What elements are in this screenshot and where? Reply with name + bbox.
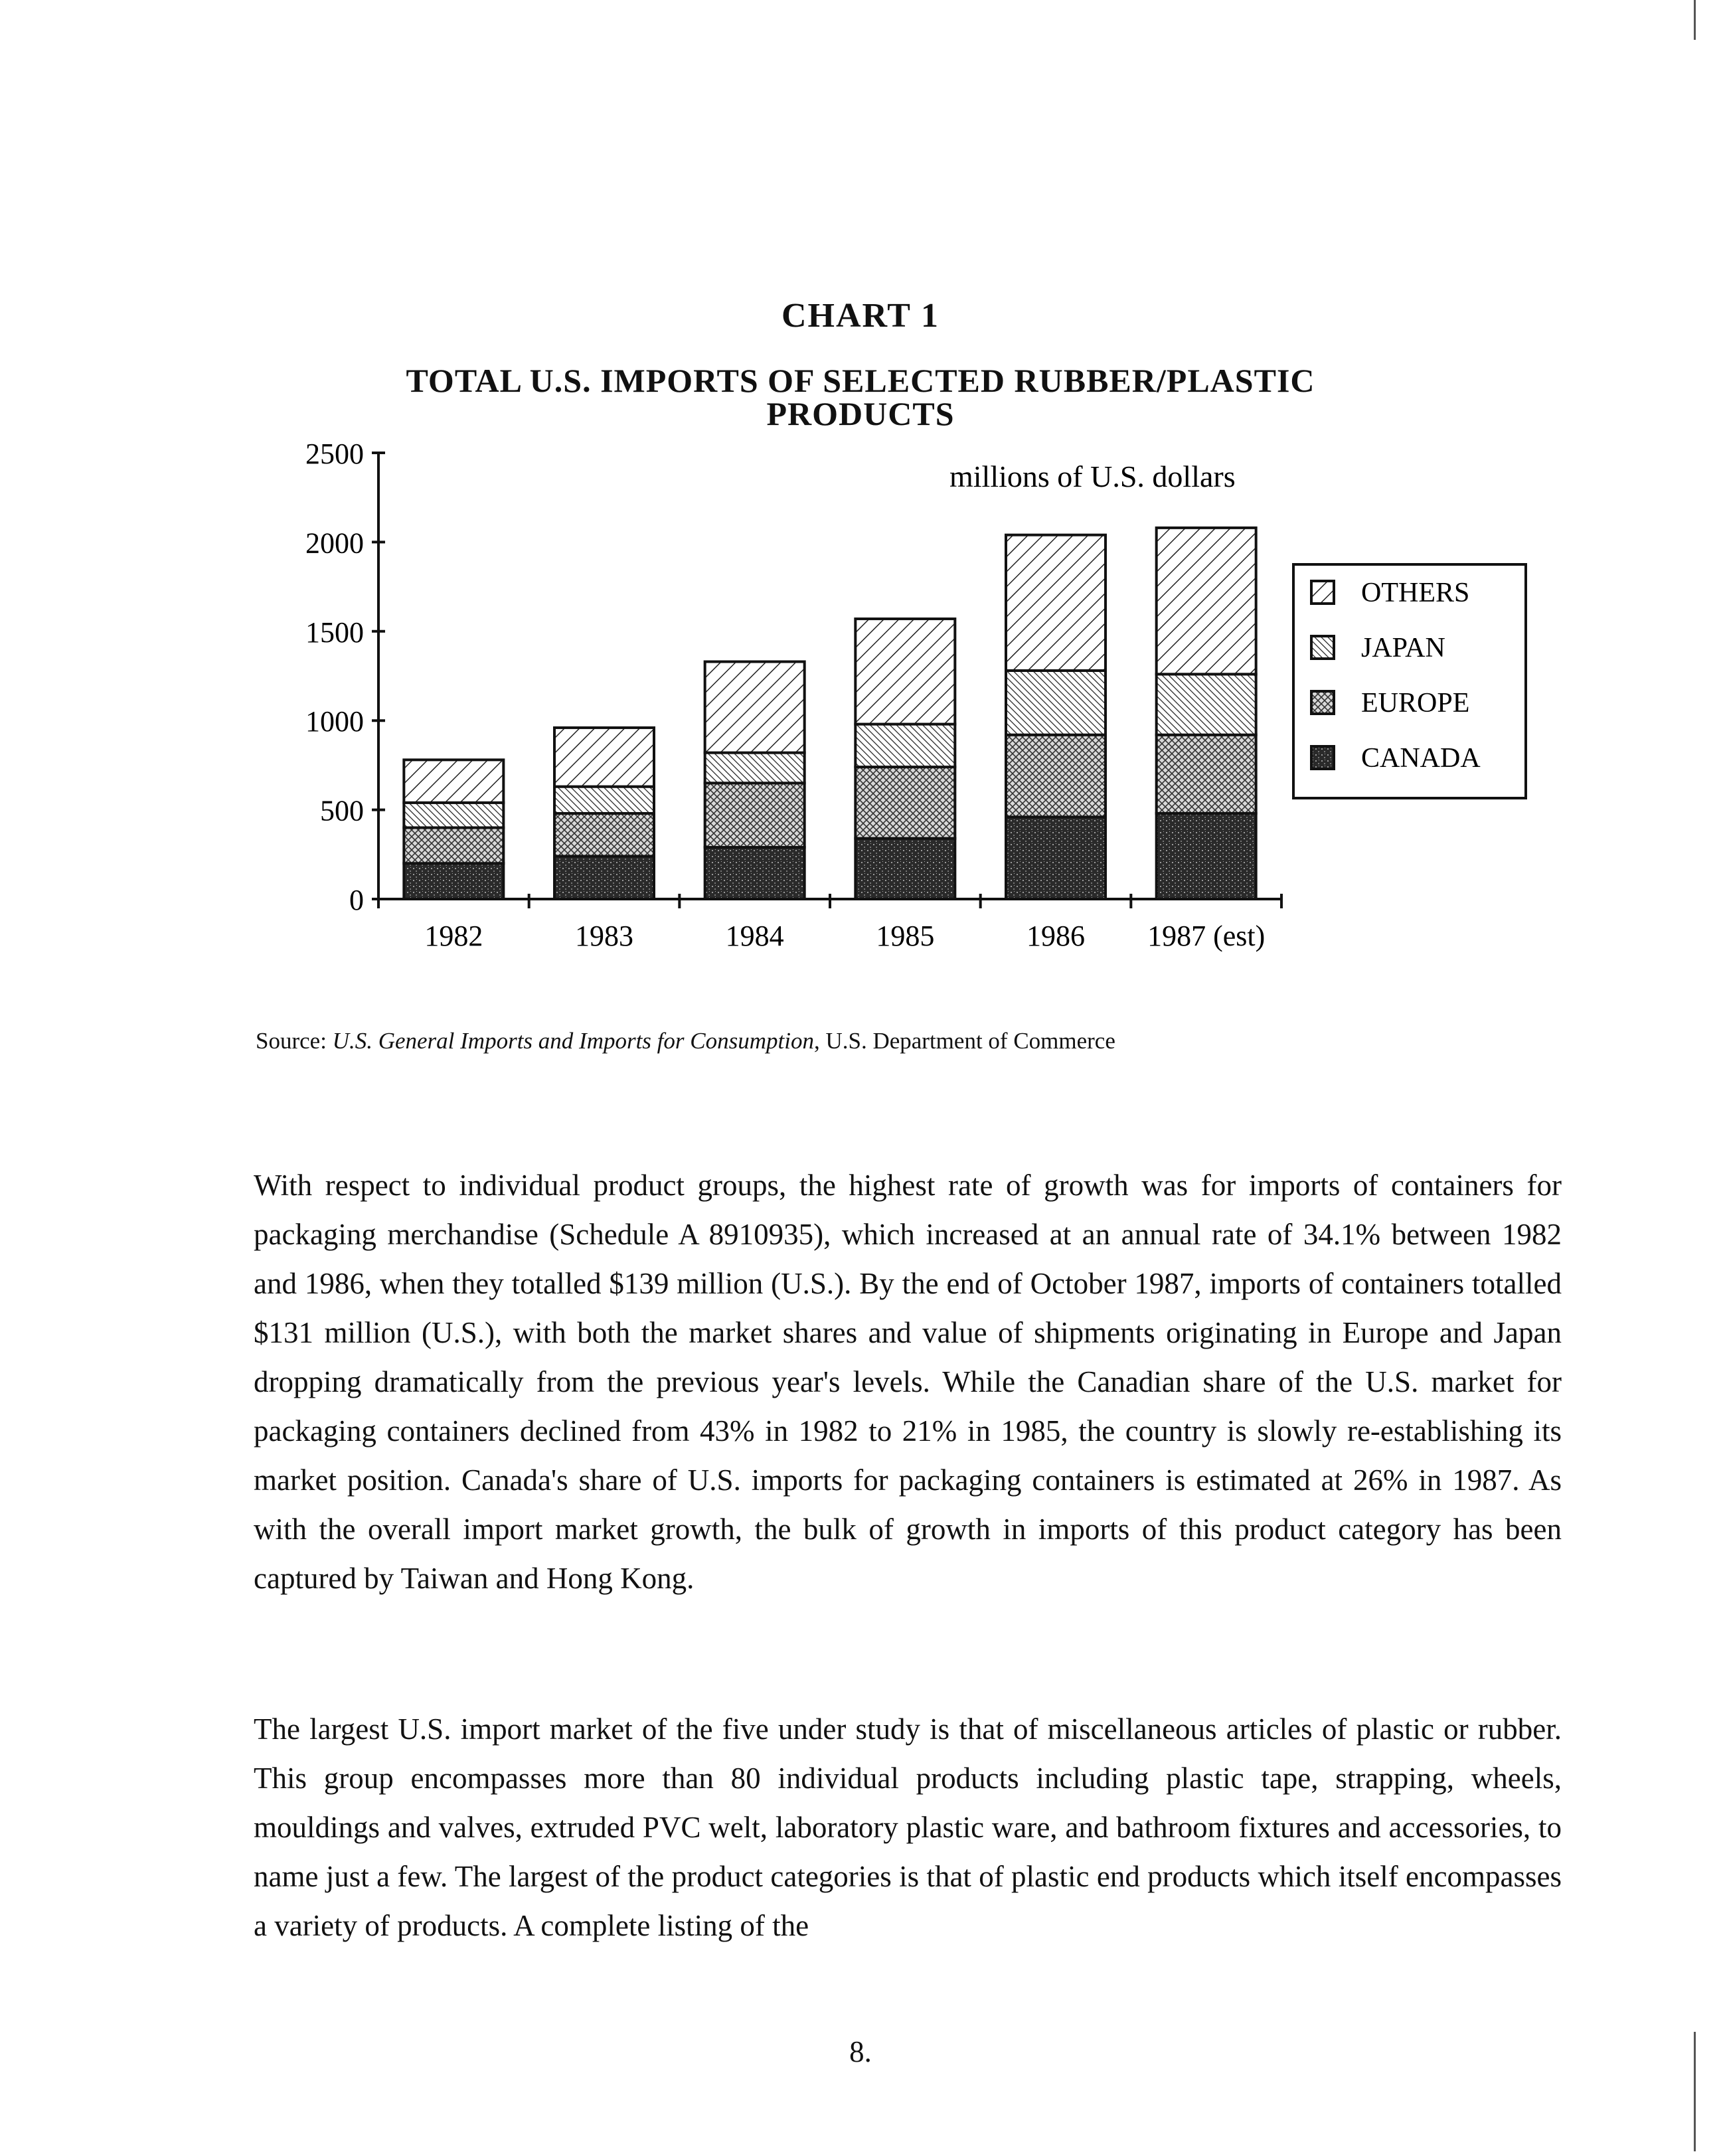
bar-segment-canada	[1157, 813, 1256, 899]
bar-segment-canada	[554, 856, 654, 899]
y-axis	[305, 438, 385, 916]
x-tick-label: 1984	[725, 920, 784, 952]
x-tick-label: 1985	[876, 920, 935, 952]
bar-segment-japan	[404, 803, 503, 828]
x-tick-label: 1987 (est)	[1147, 920, 1266, 952]
x-tick-label: 1983	[575, 920, 633, 952]
bar-segment-europe	[554, 813, 654, 857]
scan-edge-mark	[1694, 2032, 1696, 2151]
bar-group	[404, 528, 1256, 899]
y-tick-label: 2000	[305, 527, 364, 560]
chart-title-line1: TOTAL U.S. IMPORTS OF SELECTED RUBBER/PLASTIC	[406, 362, 1315, 399]
body-paragraph-1: With respect to individual product groups, the highest rate of growth was for imports of containers for packaging merchandise (Schedule A 8910935), which increased at an annual rate of 34.1% between 1982 and 1986, when they totalled $139 million (U.S.). By the end of October 1987, imports of containers totalled $131 million (U.S.), with both the market shares and value of shipments originating in Europe and Japan dropping dramatically from the previous year's levels. While the Canadian share of the U.S. market for packaging containers declined from 43% in 1982 to 21% in 1985, the country is slowly re-establishing its market position. Canada's share of U.S. imports for packaging containers is estimated at 26% in 1987. As with the overall import market growth, the bulk of growth in imports of this product category has been captured by Taiwan and Hong Kong.	[254, 1169, 1562, 1595]
legend-label: OTHERS	[1361, 578, 1470, 608]
legend	[1293, 564, 1526, 798]
bar-segment-japan	[1006, 671, 1106, 735]
legend-label: EUROPE	[1361, 688, 1470, 718]
bar-segment-japan	[554, 787, 654, 813]
legend-swatch-europe	[1311, 691, 1334, 714]
y-tick-label: 0	[349, 884, 364, 916]
page-number: 8.	[849, 2035, 872, 2068]
y-tick-label: 1000	[305, 705, 364, 738]
bar-segment-europe	[705, 783, 805, 847]
chart-title-line2: PRODUCTS	[766, 395, 955, 432]
legend-label: JAPAN	[1361, 633, 1445, 663]
bar-segment-others	[554, 728, 654, 787]
bar-segment-europe	[855, 767, 955, 839]
bar-segment-canada	[705, 847, 805, 899]
units-label: millions of U.S. dollars	[949, 459, 1236, 493]
bar-segment-others	[1157, 528, 1256, 674]
body-paragraph-2: The largest U.S. import market of the five under study is that of miscellaneous articles of plastic or rubber. This group encompasses more than 80 individual products including plastic tape, strapping, wheels, mouldings and valves, extruded PVC welt, laboratory plastic ware, and bathroom fixtures and accessories, to name just a few. The largest of the product categories is that of plastic end products which itself encompasses a variety of products. A complete listing of the	[254, 1712, 1562, 1942]
source-title: U.S. General Imports and Imports for Consumption	[332, 1028, 814, 1054]
bar-segment-canada	[1006, 817, 1106, 899]
x-tick-label: 1986	[1026, 920, 1085, 952]
chart-heading: CHART 1	[781, 297, 940, 335]
legend-label: CANADA	[1361, 743, 1481, 774]
x-axis	[378, 894, 1281, 952]
bar-segment-others	[855, 619, 955, 724]
source-label: Source:	[256, 1028, 327, 1054]
source-citation	[256, 1028, 1115, 1054]
stacked-bar-chart	[0, 0, 1721, 983]
bar-segment-canada	[404, 863, 503, 899]
y-tick-label: 500	[320, 794, 364, 827]
legend-swatch-canada	[1311, 746, 1334, 769]
source-agency: , U.S. Department of Commerce	[813, 1028, 1115, 1054]
bar-segment-europe	[404, 827, 503, 863]
bar-segment-japan	[705, 753, 805, 784]
x-tick-label: 1982	[424, 920, 483, 952]
bar-segment-canada	[855, 839, 955, 899]
y-tick-label: 2500	[305, 438, 364, 470]
bar-segment-others	[404, 760, 503, 803]
bar-segment-europe	[1006, 735, 1106, 817]
bar-segment-europe	[1157, 735, 1256, 813]
bar-segment-others	[705, 661, 805, 752]
legend-swatch-others	[1311, 581, 1334, 604]
legend-swatch-japan	[1311, 636, 1334, 659]
bar-segment-japan	[855, 724, 955, 768]
bar-segment-others	[1006, 535, 1106, 671]
scan-edge-mark	[1694, 0, 1696, 40]
y-tick-label: 1500	[305, 616, 364, 649]
bar-segment-japan	[1157, 674, 1256, 734]
